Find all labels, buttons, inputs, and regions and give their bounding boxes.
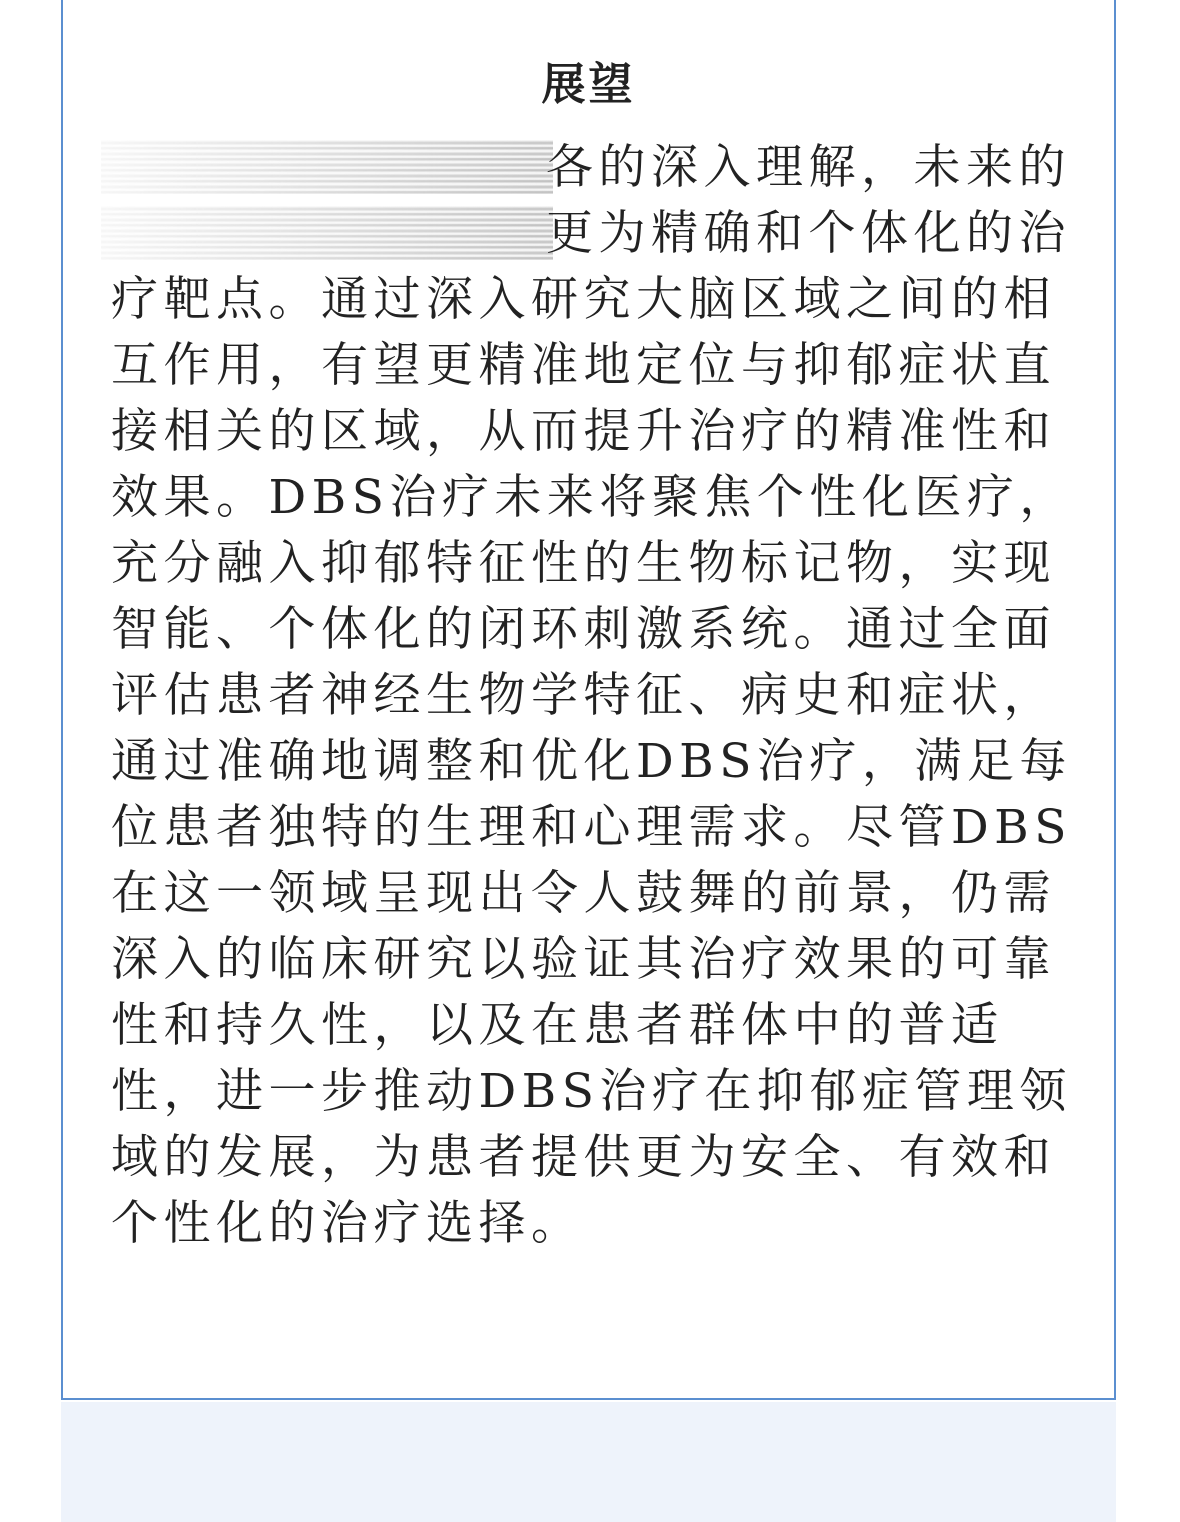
paragraph-line: 域的发展，为患者提供更为安全、有效和 — [111, 1130, 1056, 1185]
section-title: 展望 — [541, 59, 636, 110]
paragraph-line: 性，进一步推动DBS治疗在抑郁症管理领 — [111, 1064, 1072, 1119]
paragraph-line: 充分融入抑郁特征性的生物标记物，实现 — [111, 536, 1056, 591]
paragraph-line: 评估患者神经生物学特征、病史和症状， — [111, 668, 1056, 723]
paragraph-line: 通过准确地调整和优化DBS治疗，满足每 — [111, 734, 1072, 789]
paragraph-line: 在这一领域呈现出令人鼓舞的前景，仍需 — [111, 866, 1056, 921]
paragraph-line: 各的深入理解，未来的 — [546, 140, 1071, 195]
paragraph-line: 效果。DBS治疗未来将聚焦个性化医疗， — [111, 470, 1072, 525]
paragraph-line: 性和持久性，以及在患者群体中的普适 — [111, 998, 1004, 1053]
article-card — [61, 0, 1116, 1400]
paragraph-line: 接相关的区域，从而提升治疗的精准性和 — [111, 404, 1056, 459]
paragraph-line: 疗靶点。通过深入研究大脑区域之间的相 — [111, 272, 1056, 327]
paragraph-line: 智能、个体化的闭环刺激系统。通过全面 — [111, 602, 1056, 657]
footer-band — [61, 1402, 1116, 1522]
paragraph-line: 个性化的治疗选择。 — [111, 1196, 584, 1251]
paragraph-line: 深入的临床研究以验证其治疗效果的可靠 — [111, 932, 1056, 987]
paragraph-line: 互作用，有望更精准地定位与抑郁症状直 — [111, 338, 1056, 393]
paragraph-line: 位患者独特的生理和心理需求。尽管DBS — [111, 800, 1072, 855]
paragraph-line: 更为精确和个体化的治 — [546, 206, 1071, 261]
